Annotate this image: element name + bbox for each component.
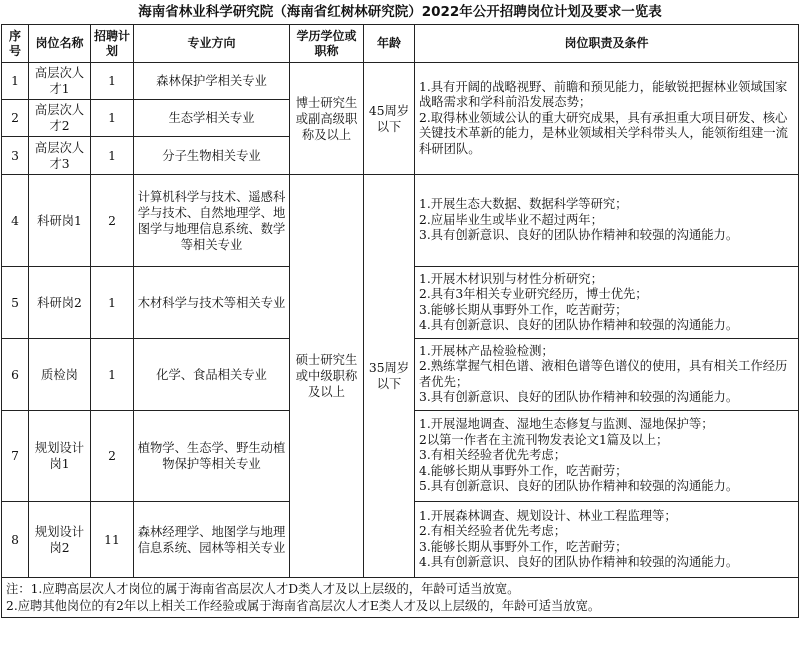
cell-duty <box>415 175 799 267</box>
cell-seq: 5 <box>2 267 29 339</box>
cell-seq: 2 <box>2 100 29 137</box>
duty-line: 3.有相关经验者优先考虑； <box>419 448 566 463</box>
cell-seq: 4 <box>2 175 29 267</box>
cell-plan: 2 <box>91 175 134 267</box>
cell-age-high: 45周岁以下 <box>364 63 415 175</box>
duty-line: 4.能够长期从事野外工作，吃苦耐劳； <box>419 463 628 478</box>
cell-duty <box>415 267 799 339</box>
duty-line: 2以第一作者在主流刊物发表论文1篇及以上； <box>419 432 669 447</box>
duty-line: 5.具有创新意识、良好的团队协作精神和较强的沟通能力。 <box>419 479 739 494</box>
cell-major: 木材科学与技术等相关专业 <box>134 267 290 339</box>
table-title: 海南省林业科学研究院（海南省红树林研究院）2022年公开招聘岗位计划及要求一览表 <box>138 4 662 20</box>
duty-line: 3.具有创新意识、良好的团队协作精神和较强的沟通能力。 <box>419 228 739 243</box>
cell-major: 计算机科学与技术、遥感科学与技术、自然地理学、地图学与地理信息系统、数学等相关专业 <box>134 175 290 267</box>
cell-duty <box>415 502 799 578</box>
duty-line: 3.能够长期从事野外工作，吃苦耐劳； <box>419 302 628 317</box>
cell-major: 森林经理学、地图学与地理信息系统、园林等相关专业 <box>134 502 290 578</box>
cell-plan: 1 <box>91 137 134 175</box>
duty-line: 1.开展林产品检验检测； <box>419 343 554 358</box>
cell-edu-high: 博士研究生或副高级职称及以上 <box>290 63 364 175</box>
duty-line: 1.开展湿地调查、湿地生态修复与监测、湿地保护等； <box>419 417 714 432</box>
header-duty: 岗位职责及条件 <box>415 25 799 63</box>
cell-plan: 1 <box>91 63 134 100</box>
header-major: 专业方向 <box>134 25 290 63</box>
duty-line: 2.应届毕业生或毕业不超过两年； <box>419 212 603 227</box>
cell-post: 规划设计岗2 <box>29 502 91 578</box>
cell-plan: 2 <box>91 411 134 502</box>
cell-plan: 11 <box>91 502 134 578</box>
cell-post: 质检岗 <box>29 339 91 411</box>
cell-post: 规划设计岗1 <box>29 411 91 502</box>
cell-major: 分子生物相关专业 <box>134 137 290 175</box>
duty-line: 4.具有创新意识、良好的团队协作精神和较强的沟通能力。 <box>419 555 739 569</box>
cell-edu-other: 硕士研究生或中级职称及以上 <box>290 175 364 578</box>
duty-line: 1.具有开阔的战略视野、前瞻和预见能力，能敏锐把握林业领域国家战略需求和学科前沿发展态势； <box>419 79 788 110</box>
cell-plan: 1 <box>91 267 134 339</box>
header-age: 年龄 <box>364 25 415 63</box>
duty-line: 1.开展森林调查、规划设计、林业工程监理等； <box>419 508 677 523</box>
duty-line: 1.开展木材识别与材性分析研究； <box>419 271 603 286</box>
cell-post: 高层次人才3 <box>29 137 91 175</box>
header-plan: 招聘计划 <box>91 25 134 63</box>
cell-duty <box>415 411 799 502</box>
cell-major: 植物学、生态学、野生动植物保护等相关专业 <box>134 411 290 502</box>
table-row <box>2 175 799 267</box>
cell-post: 高层次人才2 <box>29 100 91 137</box>
cell-seq: 6 <box>2 339 29 411</box>
recruitment-table <box>1 24 799 618</box>
cell-post: 科研岗2 <box>29 267 91 339</box>
cell-seq: 3 <box>2 137 29 175</box>
cell-duty <box>415 339 799 411</box>
cell-duty-high <box>415 63 799 175</box>
duty-line: 2.熟练掌握气相色谱、液相色谱等色谱仪的使用，具有相关工作经历者优先； <box>419 359 788 389</box>
duty-line: 2.取得林业领域公认的重大研究成果，具有承担重大项目研发、核心关键技术革新的能力，是林业领域相关学科带头人，能领衔组建一流科研团队。 <box>419 110 788 156</box>
duty-line: 3.能够长期从事野外工作，吃苦耐劳； <box>419 539 628 554</box>
cell-major: 生态学相关专业 <box>134 100 290 137</box>
notes-row <box>2 578 799 618</box>
cell-seq: 8 <box>2 502 29 578</box>
cell-post: 高层次人才1 <box>29 63 91 100</box>
cell-plan: 1 <box>91 339 134 411</box>
cell-seq: 7 <box>2 411 29 502</box>
cell-major: 森林保护学相关专业 <box>134 63 290 100</box>
note-line: 2.应聘其他岗位的有2年以上相关工作经验或属于海南省高层次人才E类人才及以上层级的，年龄可适当放宽。 <box>6 598 601 613</box>
header-edu: 学历学位或职称 <box>290 25 364 63</box>
cell-post: 科研岗1 <box>29 175 91 267</box>
cell-seq: 1 <box>2 63 29 100</box>
duty-line: 2.具有3年相关专业研究经历，博士优先； <box>419 287 648 301</box>
duty-line: 3.具有创新意识、良好的团队协作精神和较强的沟通能力。 <box>419 390 739 404</box>
duty-line: 1.开展生态大数据、数据科学等研究； <box>419 197 628 212</box>
header-post: 岗位名称 <box>29 25 91 63</box>
cell-major: 化学、食品相关专业 <box>134 339 290 411</box>
header-row <box>2 25 799 63</box>
table-row <box>2 63 799 100</box>
header-seq: 序号 <box>2 25 29 63</box>
cell-plan: 1 <box>91 100 134 137</box>
duty-line: 4.具有创新意识、良好的团队协作精神和较强的沟通能力。 <box>419 318 739 332</box>
cell-age-other: 35周岁以下 <box>364 175 415 578</box>
note-line: 注：1.应聘高层次人才岗位的属于海南省高层次人才D类人才及以上层级的，年龄可适当放宽。 <box>6 581 520 596</box>
notes-cell <box>2 578 799 618</box>
duty-line: 2.有相关经验者优先考虑； <box>419 524 566 538</box>
